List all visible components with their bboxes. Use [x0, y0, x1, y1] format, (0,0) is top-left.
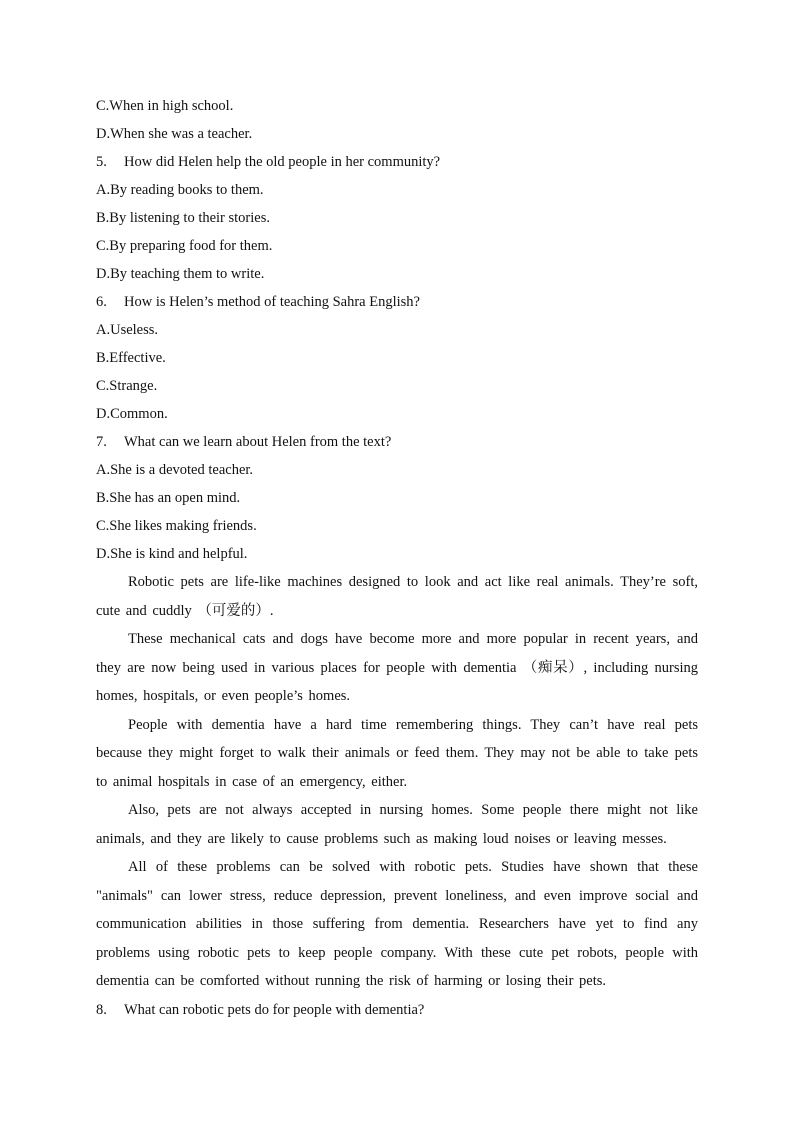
- question-text: What can robotic pets do for people with dementia?: [124, 1001, 425, 1018]
- question-text: How is Helen’s method of teaching Sahra English?: [124, 294, 420, 310]
- q7-option-a: A.She is a devoted teacher.: [96, 462, 254, 478]
- question-text: What can we learn about Helen from the text?: [124, 434, 392, 450]
- q6-option-d: D.Common.: [96, 406, 168, 422]
- q7-option-c: C.She likes making friends.: [96, 518, 257, 534]
- question-number: 6.: [96, 294, 107, 310]
- page-content: [96, 92, 698, 1024]
- passage-paragraph-3: People with dementia have a hard time remembering things. They can’t have real pets because they might forget to walk their animals or feed them. They may not be able to take pets to animal hospitals in case of an emergency, either.: [96, 716, 698, 790]
- question-7: [96, 428, 698, 456]
- passage-paragraph-1: Robotic pets are life-like machines designed to look and act like real animals. They’re soft, cute and cuddly （可爱的）.: [96, 574, 698, 619]
- q5-option-c: C.By preparing food for them.: [96, 238, 273, 254]
- passage-paragraph-5: All of these problems can be solved with robotic pets. Studies have shown that these "animals" can lower stress, reduce depression, prevent loneliness, and even improve social and communication abilities in those suffering from dementia. Researchers have yet to find any problems using robotic pets to keep people company. With these cute pet robots, people with dementia can be comforted without running the risk of harming or losing their pets.: [96, 859, 698, 989]
- question-number: 8.: [96, 1001, 107, 1018]
- question-5: [96, 148, 698, 176]
- question-text: How did Helen help the old people in her community?: [124, 154, 441, 170]
- q6-option-a: A.Useless.: [96, 322, 159, 338]
- q7-option-d: D.She is kind and helpful.: [96, 546, 248, 562]
- q5-option-b: B.By listening to their stories.: [96, 210, 270, 226]
- question-6: [96, 288, 698, 316]
- q6-option-c: C.Strange.: [96, 378, 158, 394]
- question-number: 7.: [96, 434, 107, 450]
- question-8: [96, 996, 698, 1024]
- q7-option-b: B.She has an open mind.: [96, 490, 241, 506]
- q5-option-d: D.By teaching them to write.: [96, 266, 265, 282]
- q4-option-d: D.When she was a teacher.: [96, 126, 253, 142]
- passage-paragraph-4: Also, pets are not always accepted in nursing homes. Some people there might not like animals, and they are likely to cause problems such as making loud noises or leaving messes.: [96, 802, 698, 847]
- q6-option-b: B.Effective.: [96, 350, 166, 366]
- passage-paragraph-2: These mechanical cats and dogs have become more and more popular in recent years, and they are now being used in various places for people with dementia （痴呆）, including nursing homes, hospitals, or even people’s homes.: [96, 631, 698, 704]
- q5-option-a: A.By reading books to them.: [96, 182, 264, 198]
- question-number: 5.: [96, 154, 107, 170]
- q4-option-c: C.When in high school.: [96, 98, 234, 114]
